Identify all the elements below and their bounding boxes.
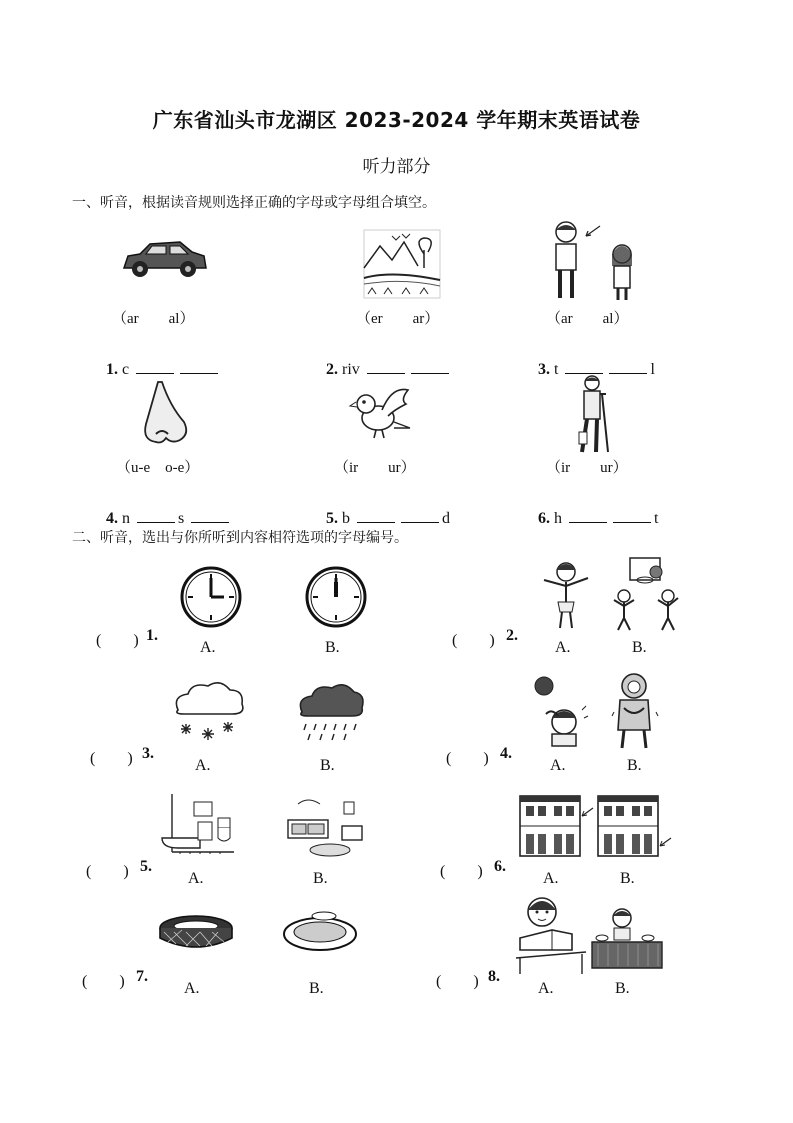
word-suffix: d xyxy=(442,510,450,527)
word-prefix: b xyxy=(342,510,350,527)
river-landscape-picture xyxy=(362,228,442,300)
question-number-3: 3. xyxy=(142,745,154,762)
snowy-cloud-picture xyxy=(170,680,246,744)
word-prefix: t xyxy=(554,361,559,378)
clock-3-picture xyxy=(305,566,367,628)
question-1 xyxy=(98,341,221,379)
fill-blank[interactable] xyxy=(565,359,603,374)
options-5: （ir ur） xyxy=(334,460,416,476)
clock-12-picture xyxy=(180,566,242,628)
option-a-label: A. xyxy=(200,639,216,656)
birds-nest-stadium-picture xyxy=(156,910,236,952)
living-room-picture xyxy=(286,796,366,858)
question-number: 2. xyxy=(326,361,338,378)
page-title: 广东省汕头市龙湖区 2023-2024 学年期末英语试卷 xyxy=(152,108,641,132)
option-b-label: B. xyxy=(620,870,635,887)
option-b-label: B. xyxy=(309,980,324,997)
option-b-label: B. xyxy=(627,757,642,774)
fill-blank[interactable] xyxy=(411,359,449,374)
question-number-5: 5. xyxy=(140,858,152,875)
answer-paren-3[interactable]: ( ) xyxy=(90,750,133,767)
option-a-label: A. xyxy=(538,980,554,997)
building-arrow-left-picture xyxy=(518,794,594,860)
building-arrow-right-picture xyxy=(596,794,672,860)
question-number-7: 7. xyxy=(136,968,148,985)
question-number-2: 2. xyxy=(506,627,518,644)
answer-paren-7[interactable]: ( ) xyxy=(82,973,125,990)
fill-blank[interactable] xyxy=(137,508,175,523)
question-2 xyxy=(318,341,452,379)
answer-paren-5[interactable]: ( ) xyxy=(86,863,129,880)
word-prefix: c xyxy=(122,361,130,378)
tall-boy-and-girl-picture xyxy=(548,220,644,302)
option-a-label: A. xyxy=(543,870,559,887)
option-a-label: A. xyxy=(184,980,200,997)
fill-blank[interactable] xyxy=(357,508,395,523)
option-a-label: A. xyxy=(195,757,211,774)
option-b-label: B. xyxy=(615,980,630,997)
section-1-heading: 一、听音，根据读音规则选择正确的字母或字母组合填空。 xyxy=(72,195,436,211)
question-number-1: 1. xyxy=(146,627,158,644)
question-number-8: 8. xyxy=(488,968,500,985)
bird-picture xyxy=(348,380,412,442)
nose-picture xyxy=(140,380,190,446)
options-2: （er ar） xyxy=(356,311,440,327)
options-4: （u-e o-e） xyxy=(116,460,200,476)
word-prefix: h xyxy=(554,510,562,527)
fill-blank[interactable] xyxy=(136,359,174,374)
options-3: （ar al） xyxy=(546,311,629,327)
boy-at-table-picture xyxy=(588,904,666,974)
option-a-label: A. xyxy=(555,639,571,656)
fill-blank[interactable] xyxy=(569,508,607,523)
word-prefix: n xyxy=(122,510,130,527)
answer-paren-8[interactable]: ( ) xyxy=(436,973,479,990)
question-number-4: 4. xyxy=(500,745,512,762)
fill-blank[interactable] xyxy=(609,359,647,374)
options-1: （ar al） xyxy=(112,311,195,327)
word-prefix: riv xyxy=(342,361,360,378)
question-number: 4. xyxy=(106,510,118,527)
fill-blank[interactable] xyxy=(180,359,218,374)
cold-person-picture xyxy=(612,668,658,752)
question-number-6: 6. xyxy=(494,858,506,875)
car-picture xyxy=(120,238,208,280)
answer-paren-4[interactable]: ( ) xyxy=(446,750,489,767)
section-2-heading: 二、听音，选出与你所听到内容相符选项的字母编号。 xyxy=(72,530,408,546)
option-b-label: B. xyxy=(325,639,340,656)
answer-paren-2[interactable]: ( ) xyxy=(452,632,495,649)
question-number: 5. xyxy=(326,510,338,527)
option-b-label: B. xyxy=(313,870,328,887)
fill-blank[interactable] xyxy=(191,508,229,523)
hot-sun-picture xyxy=(526,674,588,748)
fill-blank[interactable] xyxy=(613,508,651,523)
page-subtitle: 听力部分 xyxy=(362,157,431,177)
word-suffix: l xyxy=(650,361,655,378)
options-6: （ir ur） xyxy=(546,460,628,476)
question-number: 1. xyxy=(106,361,118,378)
answer-paren-6[interactable]: ( ) xyxy=(440,863,483,880)
word-suffix: t xyxy=(654,510,659,527)
word-suffix: s xyxy=(178,510,185,527)
girl-reading-picture xyxy=(512,894,588,976)
question-number: 3. xyxy=(538,361,550,378)
oval-stadium-picture xyxy=(280,908,360,958)
kids-basketball-picture xyxy=(610,556,682,632)
question-number: 6. xyxy=(538,510,550,527)
question-4 xyxy=(98,490,232,528)
option-b-label: B. xyxy=(632,639,647,656)
hurt-man-with-crutch-picture xyxy=(570,374,620,454)
option-a-label: A. xyxy=(550,757,566,774)
option-a-label: A. xyxy=(188,870,204,887)
option-b-label: B. xyxy=(320,757,335,774)
bathroom-picture xyxy=(160,792,236,854)
rainy-cloud-picture xyxy=(296,682,366,742)
answer-paren-1[interactable]: ( ) xyxy=(96,632,139,649)
question-5 xyxy=(318,490,450,528)
question-6 xyxy=(530,490,658,528)
fill-blank[interactable] xyxy=(367,359,405,374)
fill-blank[interactable] xyxy=(401,508,439,523)
girl-jumping-picture xyxy=(540,558,590,632)
